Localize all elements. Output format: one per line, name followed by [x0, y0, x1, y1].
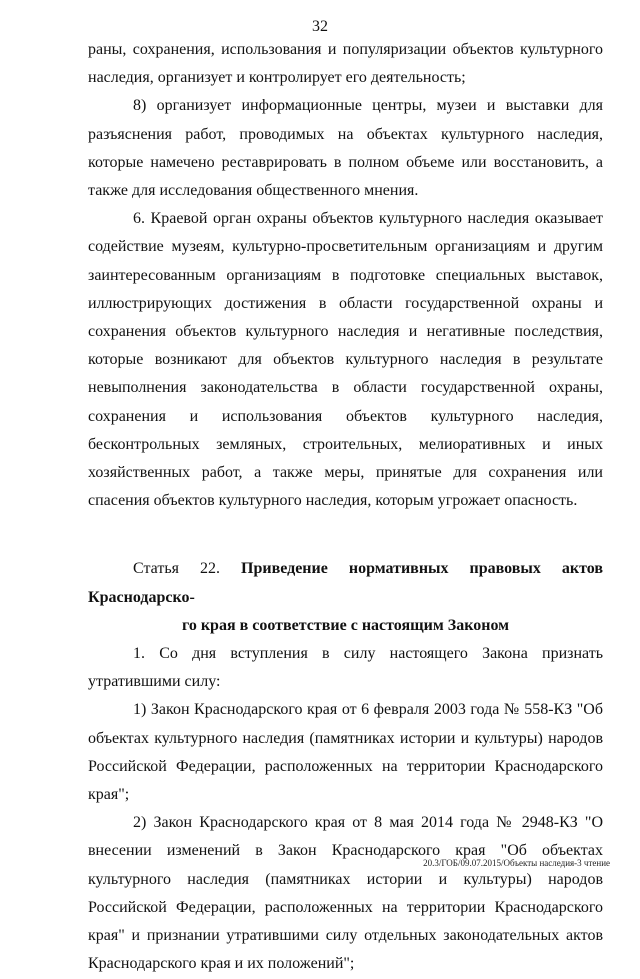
- article-label: Статья 22.: [133, 560, 220, 578]
- page-number: 32: [312, 18, 328, 35]
- article-title-part-2: го края в соответствие с настоящим Законом: [181, 616, 510, 634]
- article-heading-line-1: [88, 555, 603, 611]
- spacer: [88, 515, 603, 555]
- footer-document-code: 20.3/ГОБ/09.07.2015/Объекты наследия-3 чтение: [423, 858, 610, 868]
- paragraph-article-item-1: 1) Закон Краснодарского края от 6 февраля 2003 года № 558-КЗ "Об объектах культурного наследия (памятниках истории и культуры) народов Российской Федерации, расположенных на территории Краснодарского края";: [88, 701, 603, 804]
- paragraph-item-8: 8) организует информационные центры, музеи и выставки для разъяснения работ, проводимых на объектах культурного наследия, которые намечено реставрировать в полном объеме или восстановить, а также для исследования общественного мнения.: [88, 97, 603, 200]
- paragraph-6: 6. Краевой орган охраны объектов культурного наследия оказывает содействие музеям, культурно-просветительным организациям и другим заинтересованным организациям в подготовке специальных выставок, иллюстрирующих достижения в области государственной охраны и сохранения объектов культурного наследия и негативные последствия, которые возникают для объектов культурного наследия в результате невыполнения законодательства в области государственной охраны, сохранения и использования объектов культурного наследия, бесконтрольных земляных, строительных, мелиоративных и иных хозяйственных работ, а также меры, принятые для сохранения или спасения объектов культурного наследия, которым угрожает опасность.: [88, 210, 603, 510]
- paragraph-continued: раны, сохранения, использования и популяризации объектов культурного наследия, организует и контролирует его деятельность;: [88, 41, 603, 87]
- article-heading: [88, 555, 603, 640]
- paragraph-article-item-2: 2) Закон Краснодарского края от 8 мая 2014 года № 2948-КЗ "О внесении изменений в Закон Краснодарского края "Об объектах культурного наследия (памятниках истории и культуры) народов Российской Федерации, расположенных на территории Краснодарского края" и признании утратившими силу отдельных законодательных актов Краснодарского края и их положений";: [88, 814, 603, 973]
- article-title-part-1: Приведение нормативных правовых актов Краснодарско-: [88, 560, 604, 606]
- document-body: [88, 36, 603, 979]
- paragraph-article-1: 1. Со дня вступления в силу настоящего Закона признать утратившими силу:: [88, 645, 603, 691]
